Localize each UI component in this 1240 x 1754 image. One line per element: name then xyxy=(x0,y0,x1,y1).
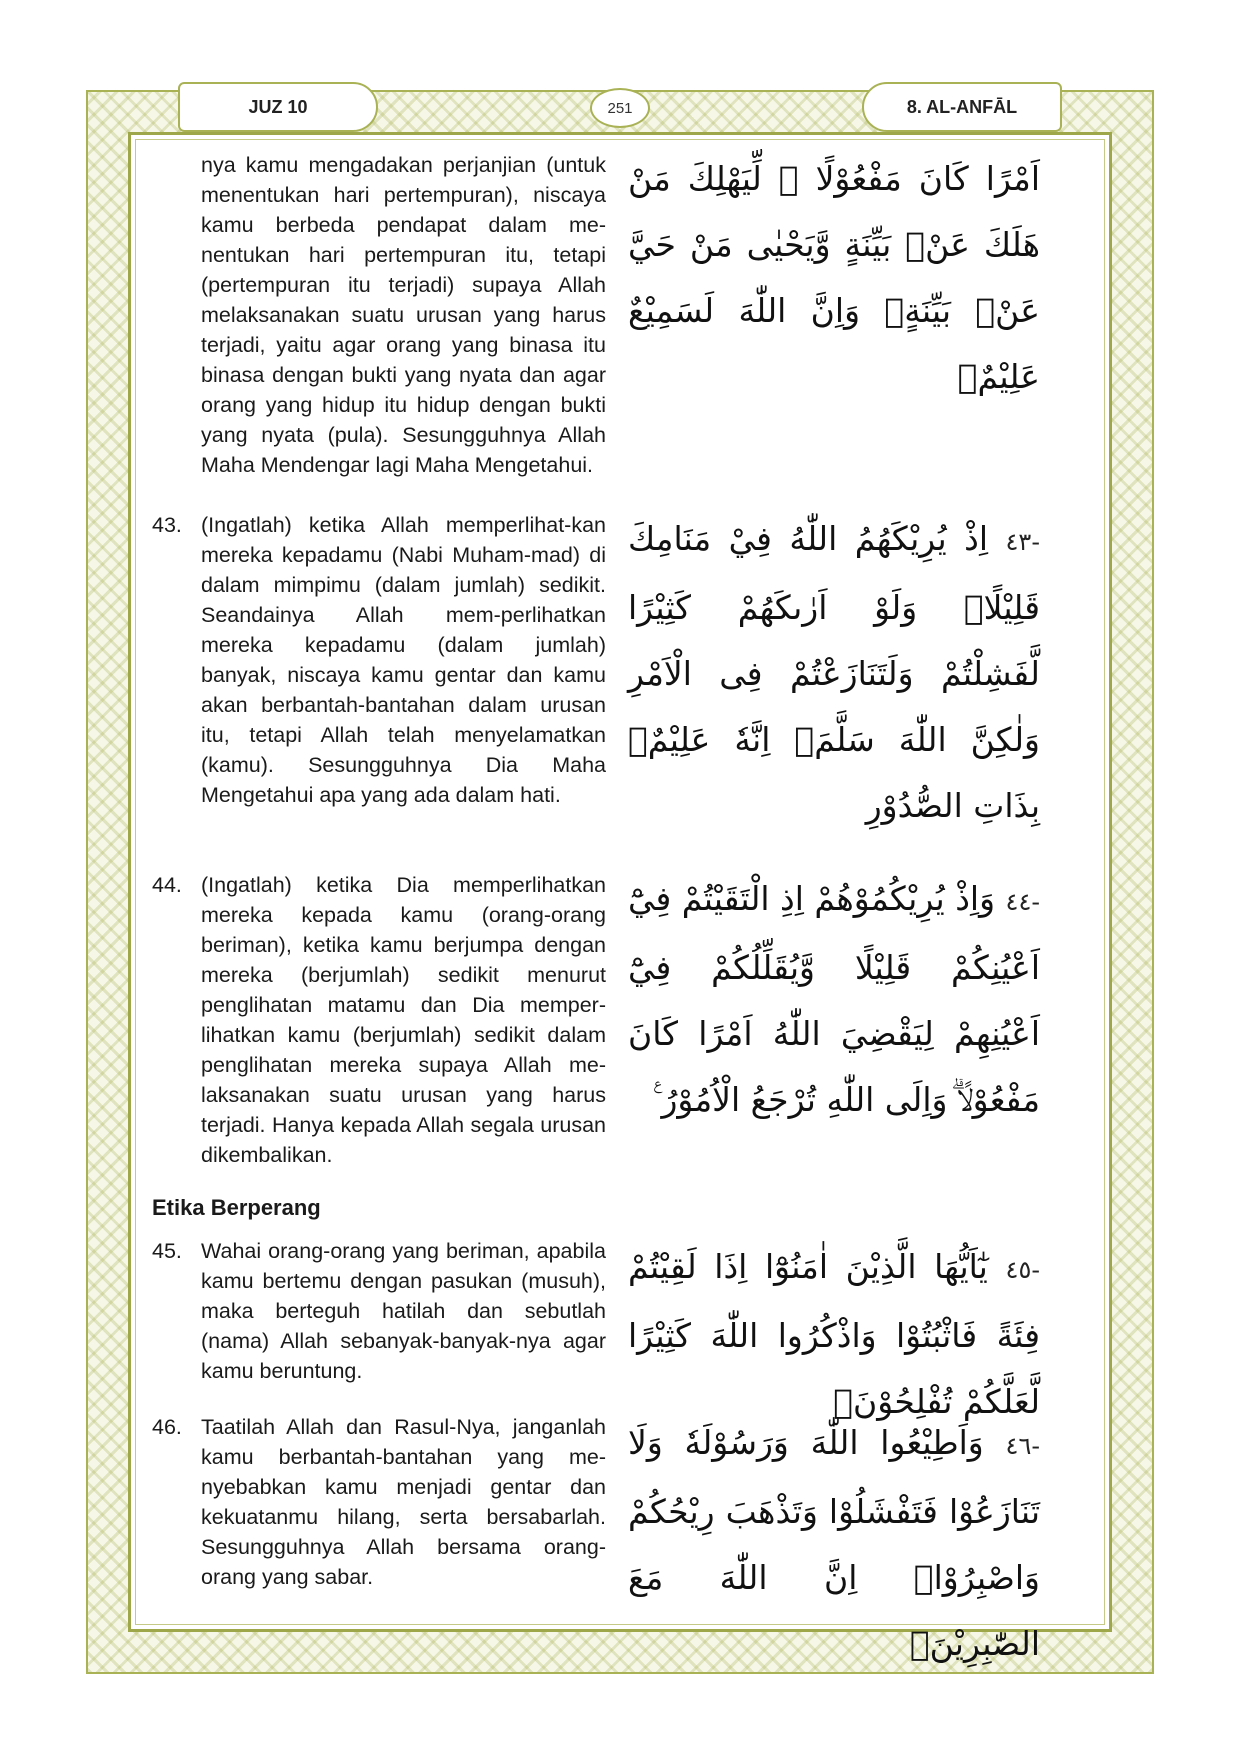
translation-block xyxy=(152,1236,606,1386)
section-heading: Etika Berperang xyxy=(152,1195,321,1220)
arabic-block xyxy=(628,506,1040,839)
arabic-verse-number: -٤٥ xyxy=(1005,1256,1040,1284)
translation-block xyxy=(152,870,606,1170)
arabic-block xyxy=(628,1410,1040,1677)
translation-text: (Ingatlah) ketika Allah memperlihat-kan mereka kepadamu (Nabi Muham-mad) di dalam mimpimu (dalam jumlah) sedikit. Seandainya Allah mem-perlihatkan mereka kepadamu (dalam jumlah) banyak, niscaya kamu gentar dan kamu akan berbantah-bantahan dalam urusan itu, tetapi Allah telah menyelamatkan (kamu). Sesungguhnya Dia Maha Mengetahui apa yang ada dalam hati. xyxy=(201,513,606,807)
page-number: 251 xyxy=(590,88,650,128)
arabic-verse-number: -٤٦ xyxy=(1005,1432,1040,1460)
translation-block xyxy=(152,150,606,480)
translation-text: (Ingatlah) ketika Dia memperlihatkan mereka kepada kamu (orang-orang beriman), ketika kamu berjumpa dengan mereka (berjumlah) sedikit menurut penglihatan matamu dan Dia memper-lihatkan kamu (berjumlah) sedikit dalam penglihatan mereka supaya Allah me-laksanakan suatu urusan yang harus terjadi. Hanya kepada Allah segala urusan dikembalikan. xyxy=(201,873,606,1167)
translation-text: Taatilah Allah dan Rasul-Nya, janganlah kamu berbantah-bantahan yang me-nyebabkan kamu menjadi gentar dan kekuatanmu hilang, serta bersabarlah. Sesungguhnya Allah bersama orang-orang yang sabar. xyxy=(201,1415,606,1589)
arabic-verse-number: -٤٤ xyxy=(1005,888,1040,916)
arabic-block xyxy=(628,1234,1040,1435)
verse-number: 45. xyxy=(152,1239,182,1263)
verse-number: 44. xyxy=(152,873,182,897)
arabic-verse-number: -٤٣ xyxy=(1005,528,1040,556)
arabic-block xyxy=(628,146,1040,413)
translation-block xyxy=(152,1412,606,1592)
translation-text: Wahai orang-orang yang beriman, apabila kamu bertemu dengan pasukan (musuh), maka berteguh hatilah dan sebutlah (nama) Allah sebanyak-banyak-nya agar kamu beruntung. xyxy=(201,1239,606,1383)
verse-number: 46. xyxy=(152,1415,182,1439)
arabic-text: اَمْرًا كَانَ مَفْعُوْلًا ۙ لِّيَهْلِكَ مَنْ هَلَكَ عَنْۢ بَيِّنَةٍ وَّيَحْيٰى مَنْ حَيَّ عَنْۢ بَيِّنَةٍۗ وَاِنَّ اللّٰهَ لَسَمِيْعٌ عَلِيْمٌۙ xyxy=(628,159,1040,396)
verse-number: 43. xyxy=(152,513,182,537)
translation-text: nya kamu mengadakan perjanjian (untuk menentukan hari pertempuran), niscaya kamu berbeda pendapat dalam me-nentukan hari pertempuran itu, tetapi (pertempuran itu terjadi) supaya Allah melaksanakan suatu urusan yang harus terjadi, yaitu agar orang yang binasa itu binasa dengan bukti yang nyata dan agar orang yang hidup itu hidup dengan bukti yang nyata (pula). Sesungguhnya Allah Maha Mendengar lagi Maha Mengetahui. xyxy=(201,153,606,477)
translation-block xyxy=(152,510,606,810)
arabic-text: وَاَطِيْعُوا اللّٰهَ وَرَسُوْلَهٗ وَلَا تَنَازَعُوْا فَتَفْشَلُوْا وَتَذْهَبَ رِيْحُكُمْ وَاصْبِرُوْاۗ اِنَّ اللّٰهَ مَعَ الصّٰبِرِيْنَۚ xyxy=(628,1423,1040,1663)
surah-label: 8. AL-ANFĀL xyxy=(862,82,1062,132)
juz-label: JUZ 10 xyxy=(178,82,378,132)
arabic-text: يٰٓاَيُّهَا الَّذِيْنَ اٰمَنُوْٓا اِذَا لَقِيْتُمْ فِئَةً فَاثْبُتُوْا وَاذْكُرُوا اللّٰهَ كَثِيْرًا لَّعَلَّكُمْ تُفْلِحُوْنَۚ xyxy=(628,1247,1040,1421)
arabic-text: اِذْ يُرِيْكَهُمُ اللّٰهُ فِيْ مَنَامِكَ قَلِيْلًاۗ وَلَوْ اَرٰىكَهُمْ كَثِيْرًا لَّفَشِلْتُمْ وَلَتَنَازَعْتُمْ فِى الْاَمْرِ وَلٰكِنَّ اللّٰهَ سَلَّمَۗ اِنَّهٗ عَلِيْمٌۢ بِذَاتِ الصُّدُوْرِ xyxy=(628,519,1040,825)
arabic-block xyxy=(628,866,1040,1133)
arabic-text: وَاِذْ يُرِيْكُمُوْهُمْ اِذِ الْتَقَيْتُمْ فِيْٓ اَعْيُنِكُمْ قَلِيْلًا وَّيُقَلِّلُكُمْ فِيْٓ اَعْيُنِهِمْ لِيَقْضِيَ اللّٰهُ اَمْرًا كَانَ مَفْعُوْلًاۗ وَاِلَى اللّٰهِ تُرْجَعُ الْاُمُوْرُ ࣖ xyxy=(628,879,1040,1119)
